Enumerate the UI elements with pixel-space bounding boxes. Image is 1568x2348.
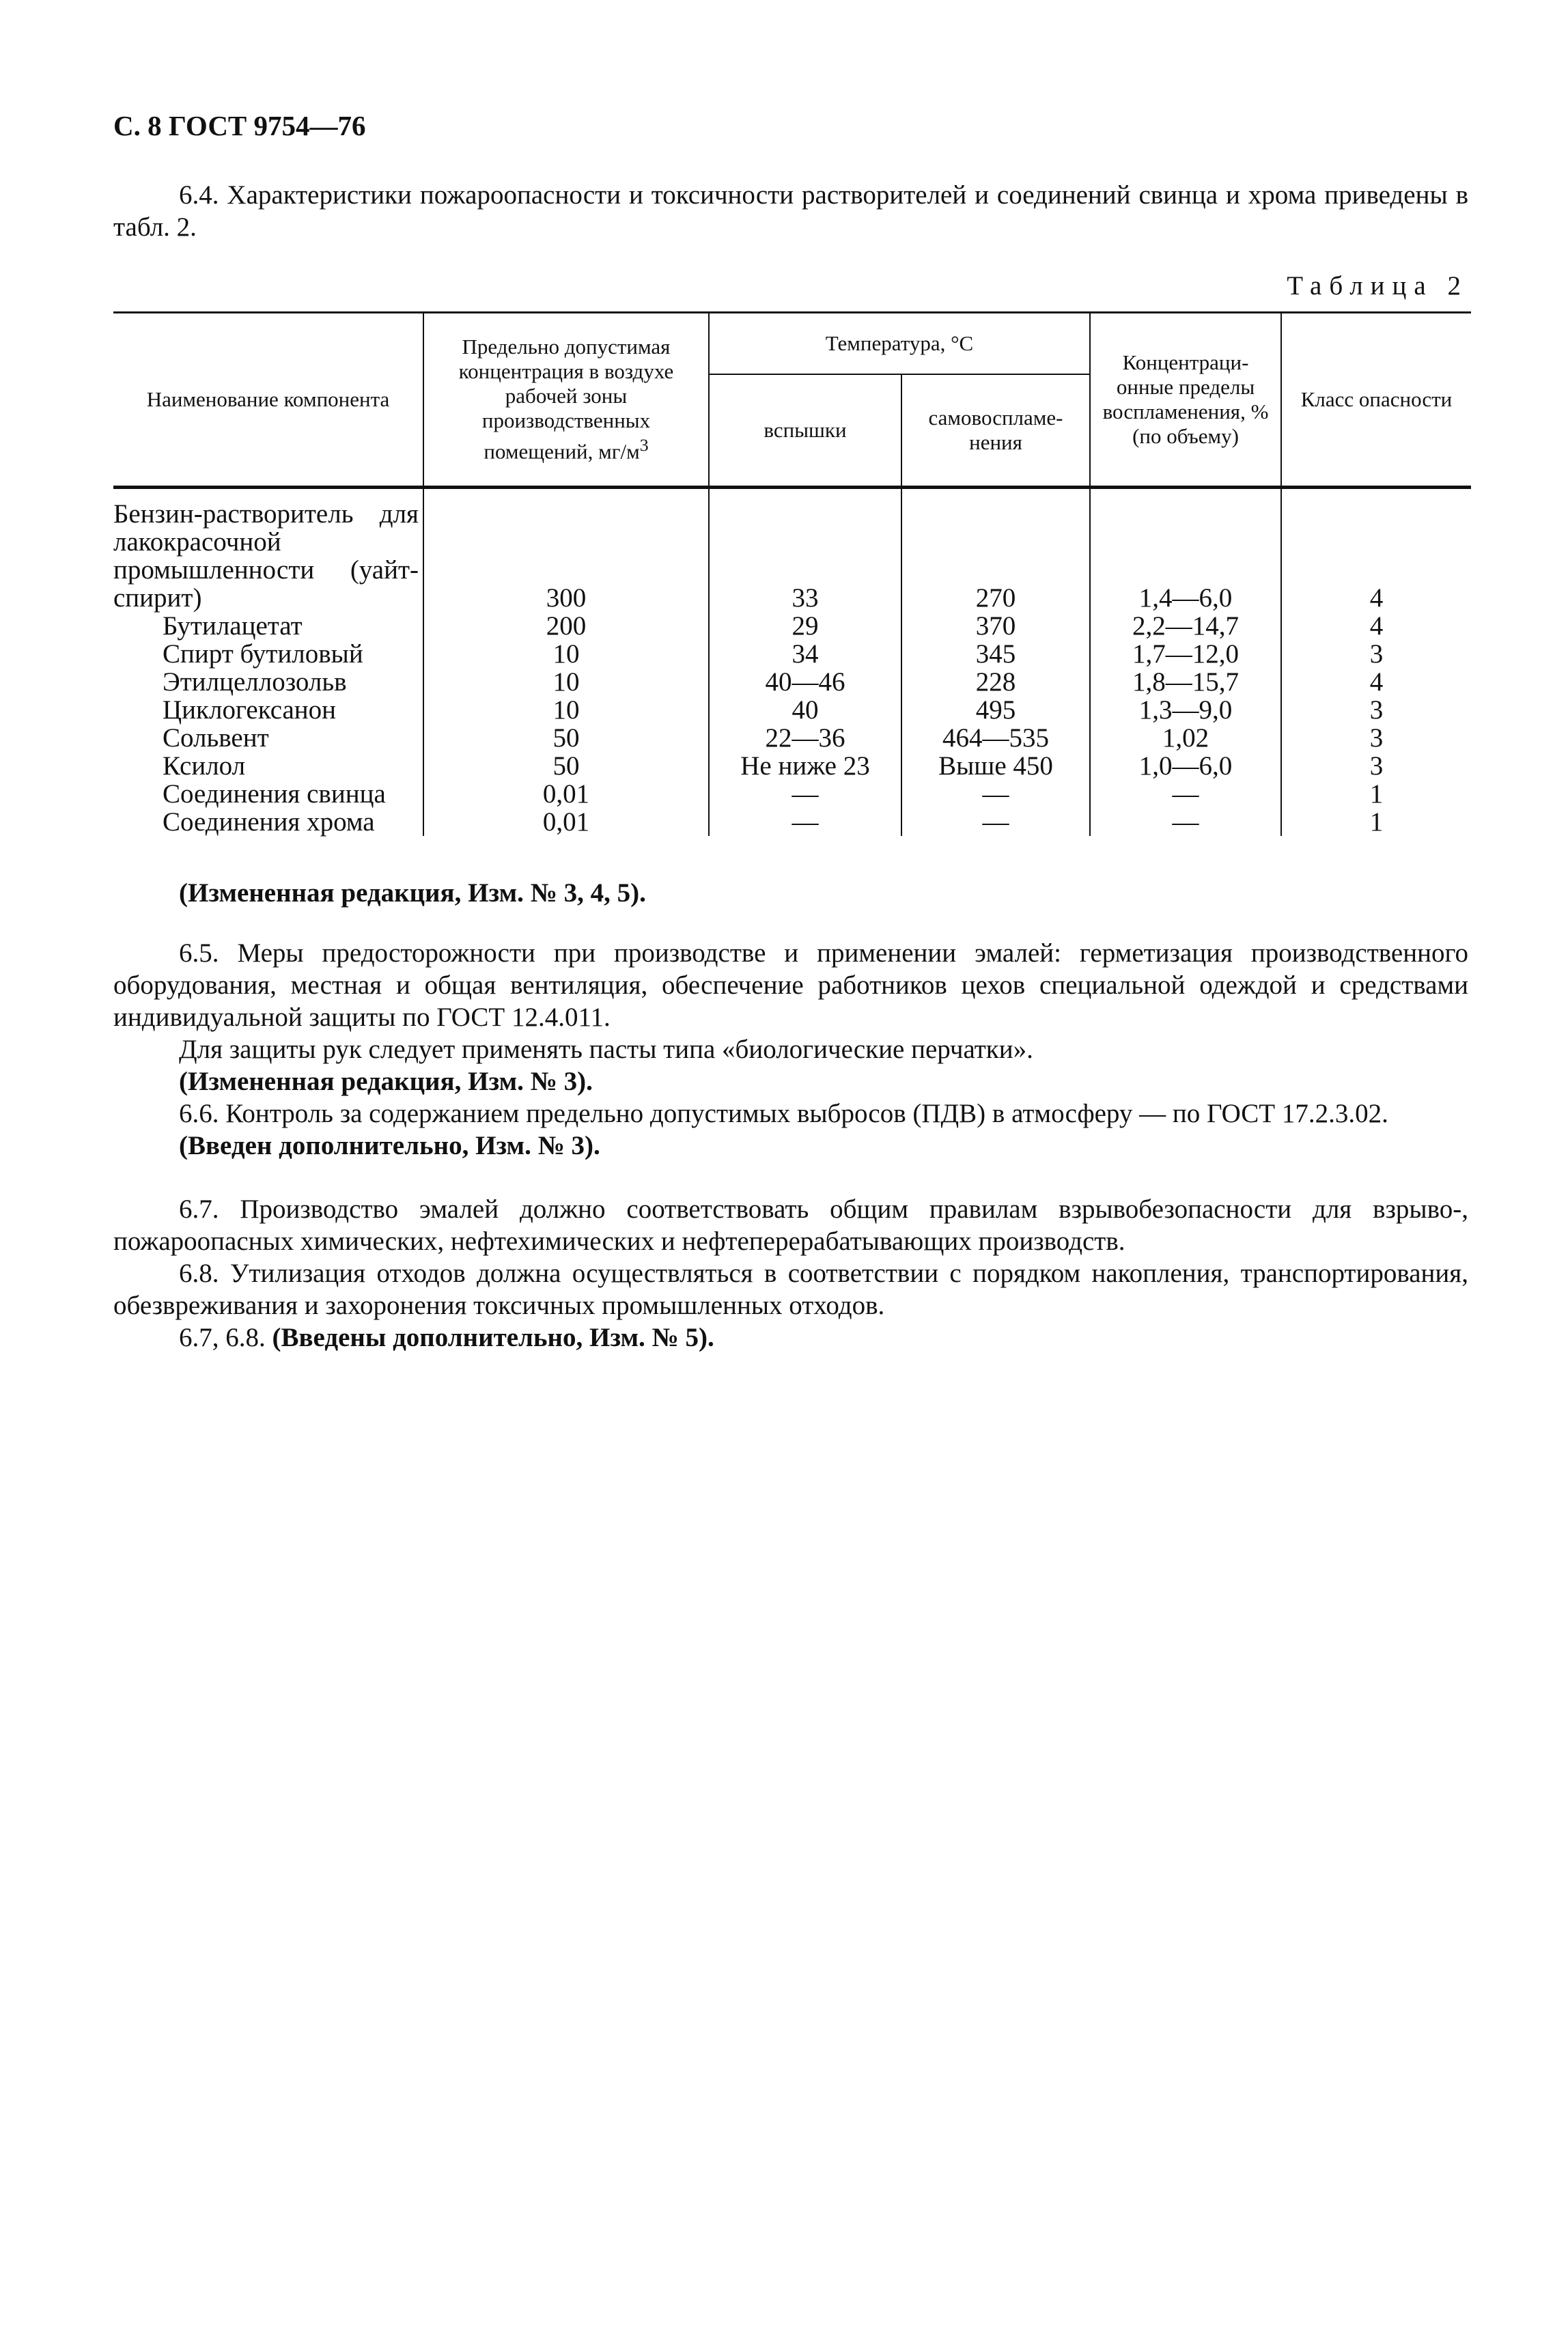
table-row [113, 696, 1471, 724]
col-header-component: Наименование компонента [113, 313, 423, 488]
cell-limits: — [1090, 780, 1281, 808]
cell-auto: 464—535 [901, 724, 1090, 752]
paragraph-text: Для защиты рук следует применять пасты типа «биологические перчатки». [179, 1035, 1033, 1064]
table-row [113, 500, 1471, 612]
cell-auto: 370 [901, 612, 1090, 640]
paragraph-number: 6.8. [179, 1259, 219, 1288]
cell-limits: 1,3—9,0 [1090, 696, 1281, 724]
cell-name: Спирт бутиловый [163, 639, 363, 669]
paragraph-number: 6.5. [179, 938, 219, 968]
cell-pdk: 10 [423, 668, 709, 696]
cell-class: 3 [1281, 640, 1471, 668]
cell-pdk: 50 [423, 724, 709, 752]
change-note: (Введены дополнительно, Изм. № 5). [272, 1323, 714, 1352]
cell-flash: Не ниже 23 [709, 752, 901, 780]
paragraph-text: Характеристики пожароопасности и токсичности растворителей и соединений свинца и хрома приведены в табл. 2. [113, 180, 1468, 242]
paragraph-6-7 [113, 1193, 1468, 1257]
cell-limits: — [1090, 808, 1281, 836]
cell-name: Ксилол [163, 751, 246, 781]
change-note: (Измененная редакция, Изм. № 3, 4, 5). [179, 878, 646, 908]
paragraph-text: Утилизация отходов должна осуществляться в соответствии с порядком накопления, транспортирования, обезвреживания и захоронения токсичных промышленных отходов. [113, 1259, 1468, 1320]
cell-auto: 345 [901, 640, 1090, 668]
cell-class: 3 [1281, 696, 1471, 724]
cell-flash: — [709, 780, 901, 808]
cell-pdk: 300 [423, 500, 709, 612]
paragraph-text: Производство эмалей должно соответствовать общим правилам взрывобезопасности для взрыво-, пожароопасных химических, нефтехимических и нефтеперерабатывающих производств. [113, 1194, 1468, 1256]
cell-auto: 270 [901, 500, 1090, 612]
paragraph-6-6 [113, 1098, 1468, 1162]
paragraph-text: Контроль за содержанием предельно допустимых выбросов (ПДВ) в атмосферу — по ГОСТ 17.2.3.02. [225, 1099, 1388, 1128]
cell-flash: 34 [709, 640, 901, 668]
paragraph-text: Меры предосторожности при производстве и применении эмалей: герметизация производственного оборудования, местная и общая вентиляция, обеспечение работников цехов специальной одеждой и средствами индивидуальной защиты по ГОСТ 12.4.011. [113, 938, 1468, 1032]
cell-name: Соединения свинца [163, 779, 386, 809]
col-header-limits: Концентраци- онные пределы воспламенения, % (по объему) [1090, 313, 1281, 488]
cell-pdk: 50 [423, 752, 709, 780]
cell-name: Соединения хрома [163, 807, 375, 837]
cell-limits: 1,4—6,0 [1090, 500, 1281, 612]
col-header-temperature: Температура, °С [709, 313, 1090, 375]
paragraph-number: 6.7. [179, 1194, 219, 1224]
table-caption: Таблица 2 [1287, 271, 1468, 301]
cell-flash: 22—36 [709, 724, 901, 752]
cell-auto: — [901, 808, 1090, 836]
paragraph-number: 6.4. [179, 180, 219, 210]
paragraph-refs: 6.7, 6.8. [179, 1323, 266, 1352]
paragraph-6-8 [113, 1257, 1468, 1354]
cell-auto: Выше 450 [901, 752, 1090, 780]
cell-flash: 40 [709, 696, 901, 724]
cell-class: 1 [1281, 780, 1471, 808]
table-row [113, 808, 1471, 836]
paragraph-6-5 [113, 937, 1468, 1098]
cell-class: 3 [1281, 752, 1471, 780]
cell-limits: 1,0—6,0 [1090, 752, 1281, 780]
cell-auto: 228 [901, 668, 1090, 696]
cell-name: Этилцеллозольв [163, 667, 347, 697]
col-header-autoignition: самовоспламе- нения [901, 374, 1090, 488]
paragraph-number: 6.6. [179, 1099, 219, 1128]
cell-class: 4 [1281, 612, 1471, 640]
table-row [113, 612, 1471, 640]
cell-pdk: 200 [423, 612, 709, 640]
cell-flash: 33 [709, 500, 901, 612]
col-header-class: Класс опасности [1281, 313, 1471, 488]
hazard-table [113, 311, 1471, 836]
cell-name: Бензин-растворитель для лакокрасочной промышленности (уайт-спирит) [113, 499, 419, 613]
cell-class: 4 [1281, 500, 1471, 612]
cell-flash: — [709, 808, 901, 836]
cell-pdk: 0,01 [423, 780, 709, 808]
cell-pdk: 10 [423, 696, 709, 724]
cell-limits: 1,8—15,7 [1090, 668, 1281, 696]
cell-class: 4 [1281, 668, 1471, 696]
cell-limits: 1,02 [1090, 724, 1281, 752]
cell-name: Бутилацетат [163, 611, 303, 641]
cell-class: 3 [1281, 724, 1471, 752]
col-header-flash: вспышки [709, 374, 901, 488]
cell-auto: 495 [901, 696, 1090, 724]
table-row [113, 724, 1471, 752]
table-row [113, 780, 1471, 808]
change-note: (Измененная редакция, Изм. № 3). [179, 1067, 593, 1096]
cell-pdk: 10 [423, 640, 709, 668]
paragraph-6-4 [113, 179, 1468, 243]
cell-auto: — [901, 780, 1090, 808]
col-header-pdk: Предельно допустимая концентрация в воздухе рабочей зоны производственных помещений, $мг/м^3$ [423, 313, 709, 488]
change-note: (Введен дополнительно, Изм. № 3). [179, 1131, 600, 1160]
table-row [113, 752, 1471, 780]
cell-flash: 40—46 [709, 668, 901, 696]
cell-limits: 1,7—12,0 [1090, 640, 1281, 668]
cell-flash: 29 [709, 612, 901, 640]
page-header: С. 8 ГОСТ 9754—76 [113, 110, 366, 141]
cell-name: Циклогексанон [163, 695, 337, 725]
table-row [113, 640, 1471, 668]
cell-name: Сольвент [163, 723, 269, 753]
cell-class: 1 [1281, 808, 1471, 836]
cell-limits: 2,2—14,7 [1090, 612, 1281, 640]
table-row [113, 668, 1471, 696]
cell-pdk: 0,01 [423, 808, 709, 836]
